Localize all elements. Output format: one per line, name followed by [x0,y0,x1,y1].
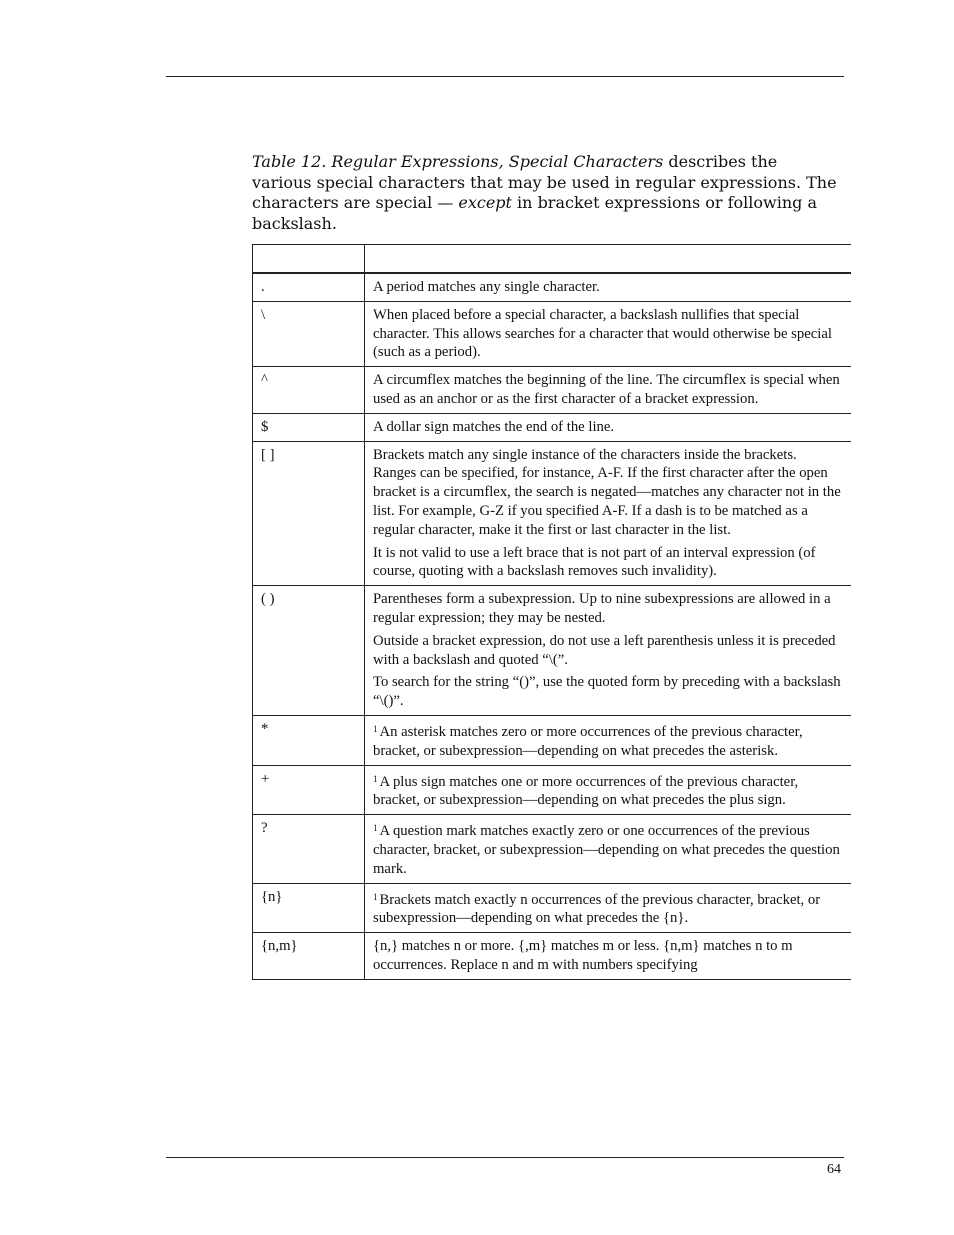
character-description [365,441,852,586]
footnote-marker: 1 [373,891,378,902]
description-text: A period matches any single character. [373,279,600,295]
description-text: It is not valid to use a left brace that is not part of an interval expression (of course, quoting with a backslash removes such invalidity). [373,544,816,580]
header-rule [166,76,844,77]
table-row [253,413,852,441]
page-number: 64 [827,1162,841,1177]
description-paragraph [373,278,843,297]
table-row [253,815,852,883]
intro-text-1: describes the various special characters that may be used in regular expressions. The characters are special — [252,152,837,213]
character-description [365,933,852,980]
description-text: When placed before a special character, a backslash nullifies that special character. This allows searches for a character that would otherwise be special (such as a period). [373,306,832,361]
special-characters-table [252,244,851,1132]
special-character: ( ) [253,586,365,716]
footnote-marker: 1 [373,823,378,834]
header-character [253,245,365,274]
table-row [253,883,852,933]
special-character: + [253,765,365,815]
special-character: \ [253,301,365,366]
description-text: Brackets match any single instance of the characters inside the brackets. Ranges can be specified, for instance, A-F. If the first character after the open bracket is a circumflex, the search is negated—matches any character not in the list. For example, G-Z if you specified A-F. If a dash is to be matched as a regular character, make it the first or last character in the list. [373,446,841,538]
description-paragraph [373,632,843,670]
footnote-marker: 1 [373,773,378,784]
intro-text-2: in bracket expressions or following a backslash. [252,193,818,233]
character-description [365,301,852,366]
special-character: * [253,715,365,765]
table-row [253,367,852,414]
description-text: {n,} matches n or more. {,m} matches m or less. {n,m} matches n to m occurrences. Replace n and m with numbers specifying [373,938,793,973]
header-description [365,245,852,274]
description-paragraph [373,306,843,362]
character-description [365,413,852,441]
description-paragraph [373,544,843,582]
special-character: ? [253,815,365,883]
table-row [253,301,852,366]
special-character: [ ] [253,441,365,586]
description-text: Brackets match exactly n occurrences of the previous character, bracket, or subexpression—depending on what precedes the {n}. [373,891,821,927]
description-text: Outside a bracket expression, do not use a left parenthesis unless it is preceded with a backslash and quoted “\(”. [373,632,836,668]
character-description [365,367,852,414]
intro-emphasis: except [458,193,512,213]
description-text: A circumflex matches the beginning of the line. The circumflex is special when used as an anchor or as the first character of a bracket expression. [373,372,840,407]
description-paragraph [373,937,843,975]
footer-rule [166,1157,844,1158]
special-character: {n,m} [253,933,365,980]
description-paragraph [373,770,843,811]
special-character: {n} [253,883,365,933]
character-description [365,815,852,883]
character-description [365,765,852,815]
table-row [253,273,852,301]
description-paragraph [373,418,843,437]
description-paragraph [373,446,843,540]
description-paragraph [373,819,843,878]
table-row [253,765,852,815]
character-description [365,273,852,301]
description-paragraph [373,371,843,409]
footnote-marker: 1 [373,723,378,734]
character-description [365,883,852,933]
intro-paragraph [252,152,837,234]
description-paragraph [373,673,843,711]
description-text: Parentheses form a subexpression. Up to nine subexpressions are allowed in a regular expression; they may be nested. [373,591,831,626]
description-text: To search for the string “()”, use the quoted form by preceding with a backslash “\()”. [373,674,841,710]
table-row [253,933,852,980]
description-paragraph [373,590,843,628]
special-character: ^ [253,367,365,414]
special-character: $ [253,413,365,441]
table-row [253,586,852,716]
special-character: . [253,273,365,301]
character-description [365,586,852,716]
description-text: A dollar sign matches the end of the line. [373,418,615,435]
table-row [253,715,852,765]
description-text: An asterisk matches zero or more occurrences of the previous character, bracket, or subexpression—depending on what precedes the asterisk. [373,723,803,759]
table-row [253,441,852,586]
character-description [365,715,852,765]
description-paragraph [373,888,843,929]
description-text: A plus sign matches one or more occurrences of the previous character, bracket, or subexpression—depending on what precedes the plus sign. [373,773,799,809]
description-text: A question mark matches exactly zero or one occurrences of the previous character, bracket, or subexpression—depending on what precedes the question mark. [373,823,840,877]
description-paragraph [373,720,843,761]
table-body [253,273,852,979]
table-header-row [253,245,852,274]
table-reference: Table 12. Regular Expressions, Special Characters [252,152,664,171]
